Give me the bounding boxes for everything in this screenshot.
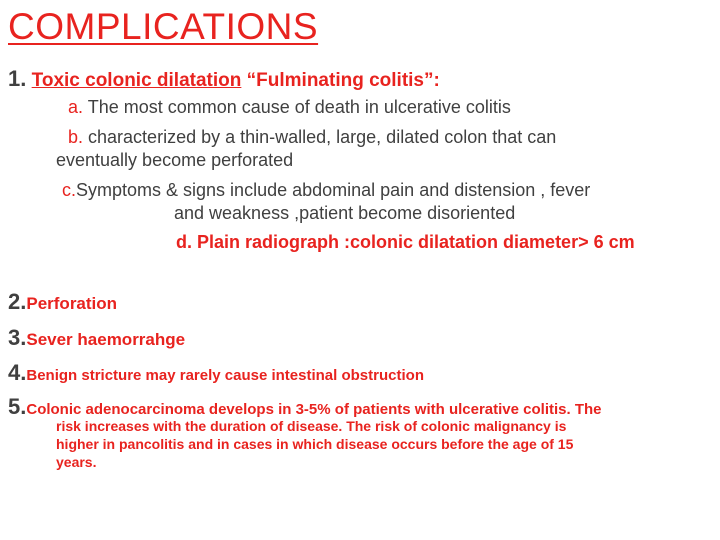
- item-4-number: 4.: [8, 360, 27, 385]
- item-3-text: Sever haemorrahge: [26, 330, 186, 349]
- slide-title: COMPLICATIONS: [8, 6, 319, 47]
- item-1: [8, 66, 440, 92]
- item-4: [8, 360, 424, 386]
- subitem-c-line-2: and weakness ,patient become disoriented: [174, 203, 516, 223]
- subitem-b-line-2: eventually become perforated: [56, 150, 294, 170]
- item-5-text-2: risk increases with the duration of disease. The risk of colonic malignancy is: [56, 418, 567, 434]
- subitem-d-text: Plain radiograph :colonic dilatation diameter> 6 cm: [197, 232, 635, 252]
- subitem-b-text-1: characterized by a thin-walled, large, dilated colon that can: [88, 127, 557, 147]
- item-5-text-4: years.: [56, 454, 97, 470]
- subitem-b-marker: b.: [68, 127, 84, 147]
- item-2-text: Perforation: [26, 294, 118, 313]
- item-2-number: 2.: [8, 289, 27, 314]
- subitem-c-line-1: [62, 180, 590, 201]
- subitem-b-line-1: [68, 127, 556, 148]
- subitem-d-marker: d.: [176, 232, 192, 252]
- subitem-a: [68, 97, 511, 118]
- subitem-c-text-1: Symptoms & signs include abdominal pain and distension , fever: [76, 180, 591, 200]
- subitem-a-text: The most common cause of death in ulcerative colitis: [87, 97, 511, 117]
- subitem-c-marker: c.: [62, 180, 77, 200]
- item-4-text: Benign stricture may rarely cause intestinal obstruction: [26, 367, 424, 384]
- item-3: [8, 325, 185, 351]
- subitem-a-marker: a.: [68, 97, 84, 117]
- item-5-text-1: Colonic adenocarcinoma develops in 3-5% of patients with ulcerative colitis. The: [26, 401, 602, 418]
- item-1-heading: Toxic colonic dilatation: [31, 70, 242, 91]
- subitem-d: [176, 232, 635, 253]
- item-3-number: 3.: [8, 325, 27, 350]
- item-1-number: 1.: [8, 66, 27, 91]
- item-2: [8, 289, 117, 315]
- item-5-text-3: higher in pancolitis and in cases in which disease occurs before the age of 15: [56, 436, 574, 452]
- item-1-quote: “Fulminating colitis”:: [246, 70, 440, 91]
- item-5-number: 5.: [8, 394, 27, 419]
